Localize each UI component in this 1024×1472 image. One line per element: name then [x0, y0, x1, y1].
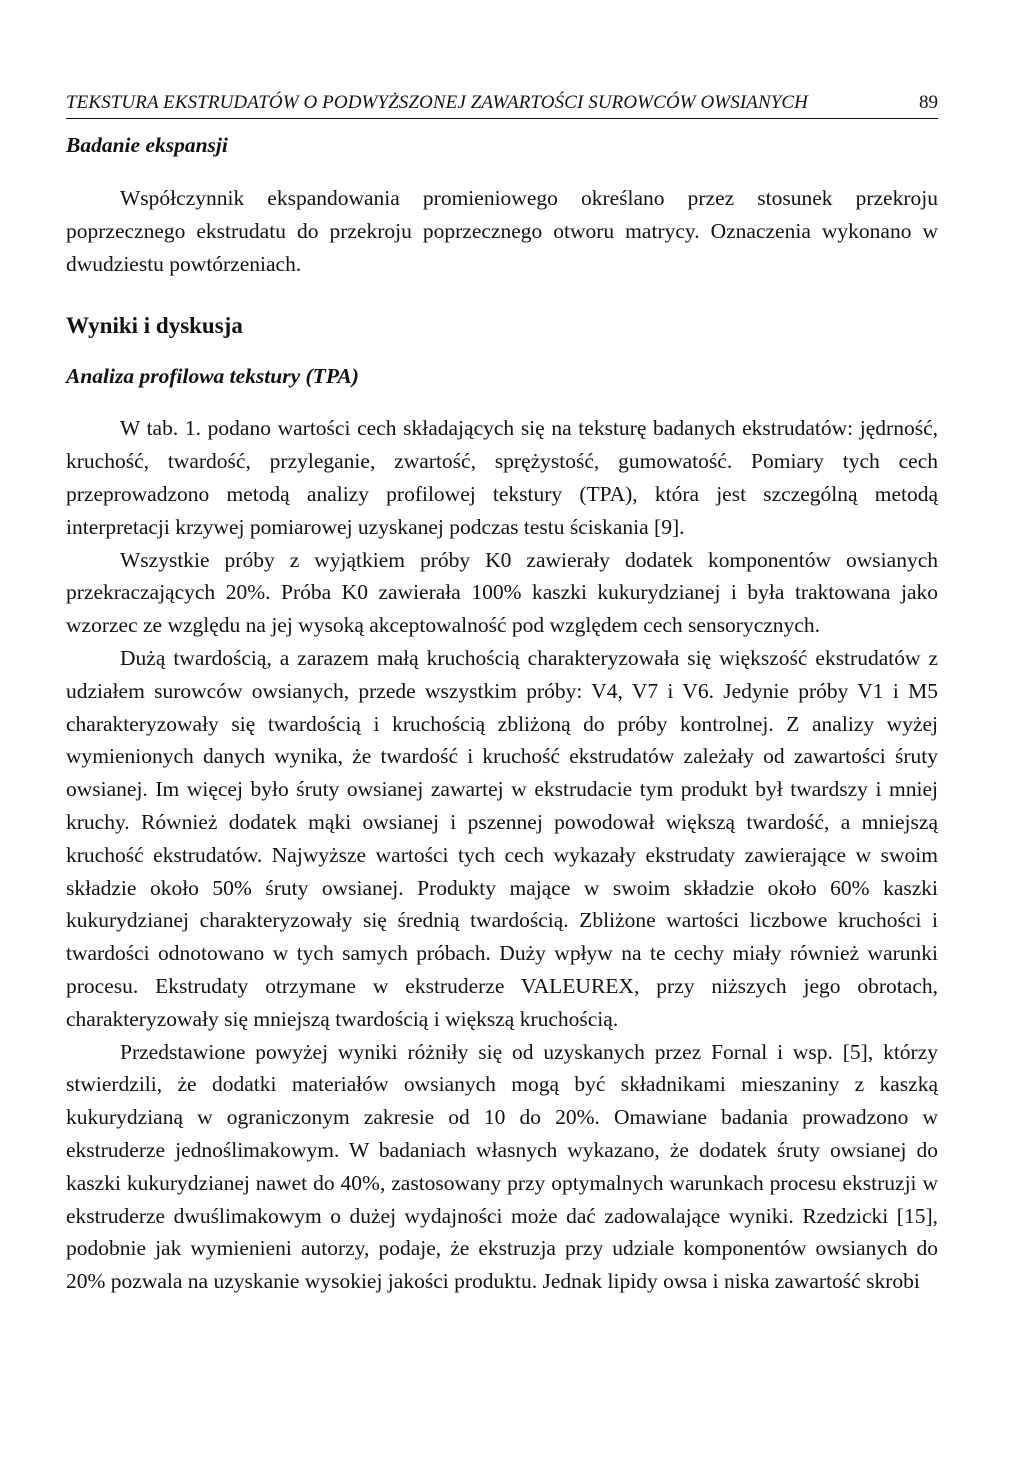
paragraph-hardness: Dużą twardością, a zarazem małą kruchością charakteryzowała się większość ekstrudatów z udziałem surowców owsianych, przede wszystkim próby: V4, V7 i V6. Jedynie próby V1 i M5 charakteryzowały się twardością i kruchością zbliżoną do próby kontrolnej. Z analizy wyżej wymienionych danych wynika, że twardość i kruchość ekstrudatów zależały od zawartości śruty owsianej. Im więcej było śruty owsianej zawartej w ekstrudacie tym produkt był twardszy i mniej kruchy. Również dodatek mąki owsianej i pszennej powodował większą twardość, a mniejszą kruchość ekstrudatów. Najwyższe wartości tych cech wykazały ekstrudaty zawierające w swoim składzie około 50% śruty owsianej. Produkty mające w swoim składzie około 60% kaszki kukurydzianej charakteryzowały się średnią twardością. Zbliżone wartości liczbowe kruchości i twardości odnotowano w tych samych próbach. Duży wpływ na te cechy miały również warunki procesu. Ekstrudaty otrzymane w ekstruderze VALEUREX, przy niższych jego obrotach, charakteryzowały się mniejszą twardością i większą kruchością. — [66, 645, 938, 1031]
page-number: 89 — [919, 92, 938, 113]
section-heading-expansion: Badanie ekspansji — [66, 133, 228, 157]
paragraph-tpa: W tab. 1. podano wartości cech składających się na teksturę badanych ekstrudatów: jędrność, kruchość, twardość, przyleganie, zwartość, sprężystość, gumowatość. Pomiary tych cech przeprowadzono metodą analizy profilowej tekstury (TPA), która jest szczególną metodą interpretacji krzywej pomiarowej uzyskanej podczas testu ściskania [9]. — [66, 416, 938, 539]
paragraph-samples: Wszystkie próby z wyjątkiem próby K0 zawierały dodatek komponentów owsianych przekraczających 20%. Próba K0 zawierała 100% kaszki kukurydzianej i była traktowana jako wzorzec ze względu na jej wysoką akceptowalność pod względem cech sensorycznych. — [66, 547, 938, 638]
page-content — [66, 92, 938, 1298]
section-heading-results: Wyniki i dyskusja — [66, 313, 243, 339]
paragraph-comparison: Przedstawione powyżej wyniki różniły się od uzyskanych przez Fornal i wsp. [5], którzy stwierdzili, że dodatki materiałów owsianych mogą być składnikami mieszaniny z kaszką kukurydzianą w ograniczonym zakresie od 10 do 20%. Omawiane badania prowadzono w ekstruderze jednoślimakowym. W badaniach własnych wykazano, że dodatek śruty owsianej do kaszki kukurydzianej nawet do 40%, zastosowany przy optymalnych warunkach procesu ekstruzji w ekstruderze dwuślimakowym o dużej wydajności może dać zadowalające wyniki. Rzedzicki [15], podobnie jak wymienieni autorzy, podaje, że ekstruzja przy udziale komponentów owsianych do 20% pozwala na uzyskanie wysokiej jakości produktu. Jednak lipidy owsa i niska zawartość skrobi — [66, 1039, 938, 1294]
running-header — [66, 92, 938, 119]
paragraph-expansion: Współczynnik ekspandowania promieniowego określano przez stosunek przekroju poprzecznego ekstrudatu do przekroju poprzecznego otworu matrycy. Oznaczenia wykonano w dwudziestu powtórzeniach. — [66, 186, 938, 276]
running-title: TEKSTURA EKSTRUDATÓW O PODWYŻSZONEJ ZAWARTOŚCI SUROWCÓW OWSIANYCH — [66, 92, 808, 113]
section-heading-tpa: Analiza profilowa tekstury (TPA) — [66, 364, 359, 389]
